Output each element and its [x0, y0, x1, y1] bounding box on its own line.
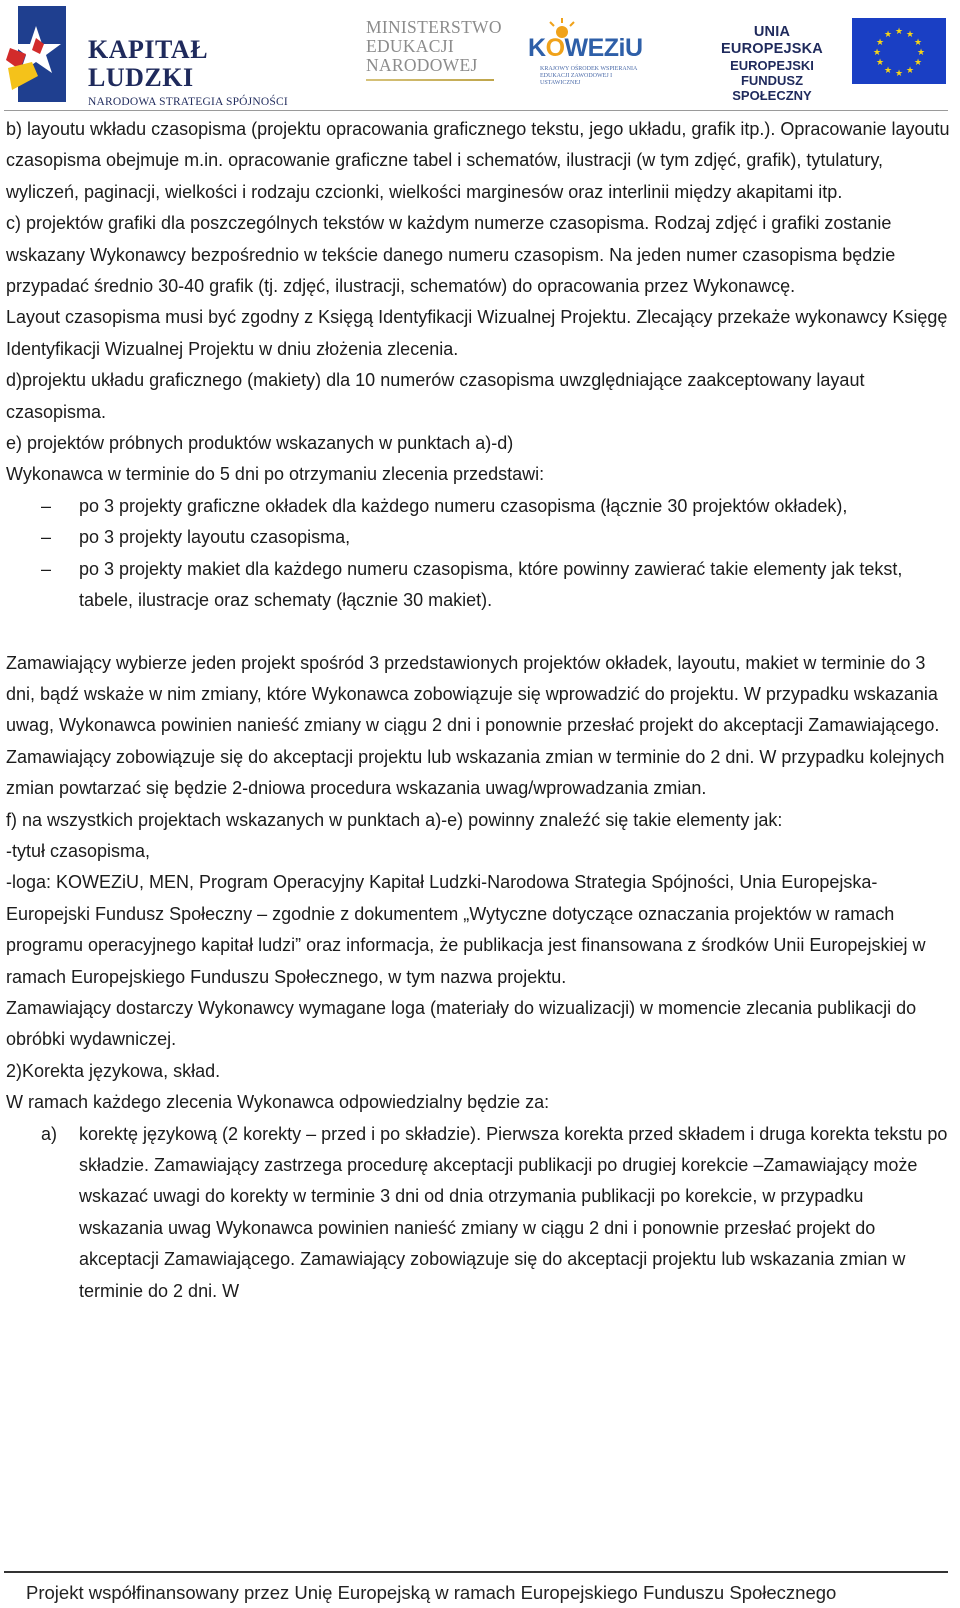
footer-text: Projekt współfinansowany przez Unię Europejską w ramach Europejskiego Funduszu Społecznego: [26, 1582, 837, 1603]
kapital-ludzki-star-icon: [6, 4, 68, 104]
kapital-ludzki-subtitle: NARODOWA STRATEGIA SPÓJNOŚCI: [88, 96, 288, 108]
dash-list: [6, 491, 950, 617]
paragraph-layout: b) layoutu wkładu czasopisma (projektu opracowania graficznego tekstu, jego układu, grafik itp.). Opracowanie layoutu czasopisma obejmuje m.in. opracowanie graficzne tabel i schematów, ilustracji (w tym zdjęć, grafik), tytulatury, wyliczeń, paginacji, wielkości i rodzaju czcionki, wielkości marginesów oraz interlinii między akapitami itp.: [6, 119, 950, 202]
paragraph-trial-products: e) projektów próbnych produktów wskazanych w punktach a)-d): [6, 433, 514, 454]
logo-header: [0, 0, 960, 112]
kapital-ludzki-title: KAPITAŁ LUDZKI: [88, 35, 209, 92]
dash-marker: –: [41, 527, 52, 548]
paragraph-contractor-deadline: Wykonawca w terminie do 5 dni po otrzymaniu zlecenia przedstawi:: [6, 464, 545, 485]
svg-text:★: ★: [894, 69, 904, 79]
kowezu-name-rest: WEZiU: [564, 34, 643, 62]
letter-marker: a): [41, 1123, 58, 1144]
document-body: [6, 114, 950, 1307]
paragraph-title-item: -tytuł czasopisma,: [6, 840, 151, 861]
paragraph-logos-delivery: Zamawiający dostarczy Wykonawcy wymagane loga (materiały do wizualizacji) w momencie zlecania publikacji do obróbki wydawniczej.: [6, 997, 917, 1050]
header-divider: [4, 110, 948, 111]
paragraph-graphics: c) projektów grafiki dla poszczególnych tekstów w każdym numerze czasopisma. Rodzaj zdjęć i grafiki zostanie wskazany Wykonawcy bezpośrednio w tekście danego numeru czasopism. Na jeden numer czasopisma będzie przypadać średnio 30-40 grafik (tj. zdjęć, ilustracji, schematów) do opracowania przez Wykonawcę.: [6, 213, 896, 297]
list-item-text: po 3 projekty graficzne okładek dla każdego numeru czasopisma (łącznie 30 projektów okładek),: [79, 495, 848, 516]
svg-text:★: ★: [916, 48, 926, 58]
men-logo: [366, 18, 506, 81]
section-heading-proofreading: 2)Korekta językowa, skład.: [6, 1060, 221, 1081]
paragraph-responsibilities: W ramach każdego zlecenia Wykonawca odpowiedzialny będzie za:: [6, 1092, 550, 1113]
ue-title: UNIA EUROPEJSKA: [721, 24, 823, 57]
list-item-text: po 3 projekty layoutu czasopisma,: [79, 527, 351, 548]
paragraph-identity-book: Layout czasopisma musi być zgodny z Księgą Identyfikacji Wizualnej Projektu. Zlecający przekaże wykonawcy Księgę Identyfikacji Wizualnej Projektu w dniu złożenia zlecenia.: [6, 307, 948, 359]
men-line-1: MINISTERSTWO: [366, 17, 502, 37]
dash-marker: –: [41, 495, 52, 516]
paragraph-selection: Zamawiający wybierze jeden projekt spośród 3 przedstawionych projektów okładek, layoutu, makiet w terminie do 3 dni, bądź wskaże w nim zmiany, które Wykonawca zobowiązuje się wprowadzić do projektu. W przypadku wskazania uwag, Wykonawca powinien nanieść zmiany w ciągu 2 dni i ponownie przesłać projekt do akceptacji Zamawiającego. Zamawiający zobowiązuje się do akceptacji projektu lub wskazania zmian w terminie do 2 dni. W przypadku kolejnych zmian powtarzać się będzie 2-dniowa procedura wskazania uwag/wprowadzania zmian.: [6, 652, 945, 799]
svg-text:★: ★: [872, 48, 882, 58]
list-item: [6, 1119, 950, 1307]
footer-divider: [4, 1571, 948, 1573]
men-line-2: EDUKACJI: [366, 36, 454, 56]
svg-text:★: ★: [905, 66, 915, 76]
svg-text:★: ★: [883, 66, 893, 76]
paragraph-logos-item: -loga: KOWEZiU, MEN, Program Operacyjny Kapitał Ludzki-Narodowa Strategia Spójności, Unia Europejska-Europejski Fundusz Społeczny – zgodnie z dokumentem „Wytyczne dotyczące oznaczania projektów w ramach programu operacyjnego kapitał ludzi” oraz informacja, że publikacja jest finansowana z środków Unii Europejskiej w ramach Europejskiego Funduszu Społecznego, w tym nazwa projektu.: [6, 872, 926, 987]
svg-text:★: ★: [905, 30, 915, 40]
paragraph-required-elements: f) na wszystkich projektach wskazanych w punktach a)-e) powinny znaleźć się takie elementy jak:: [6, 809, 783, 830]
men-line-3: NARODOWEJ: [366, 55, 478, 75]
men-underline: [366, 79, 494, 81]
kowezu-logo: [528, 18, 646, 86]
eu-flag-icon: [852, 18, 946, 84]
kowezu-name-o: O: [545, 34, 565, 62]
paragraph-gap: [6, 617, 950, 648]
ue-line-2: EUROPEJSKI: [730, 58, 814, 73]
list-item: [6, 491, 950, 522]
list-item-text: korektę językową (2 korekty – przed i po składzie). Pierwsza korekta przed składem i druga korekta tekstu po składzie. Zamawiający zastrzega procedurę akceptacji publikacji po drugiej korekcie –Zamawiający może wskazać uwagi do korekty w terminie 3 dni od dnia otrzymania publikacji po korekcie, w przypadku wskazania uwag Wykonawca powinien nanieść zmiany w ciągu 2 dni i ponownie przesłać projekt do akceptacji Zamawiającego. Zamawiający zobowiązuje się do akceptacji projektu lub wskazania zmian w terminie do 2 dni. W: [79, 1123, 948, 1301]
paragraph-mockup: d)projektu układu graficznego (makiety) dla 10 numerów czasopisma uwzględniające zaakceptowany layaut czasopisma.: [6, 370, 865, 422]
lettered-list: [6, 1119, 950, 1307]
kapital-ludzki-logo: [88, 36, 318, 108]
svg-text:★: ★: [875, 38, 885, 48]
ue-line-3: FUNDUSZ SPOŁECZNY: [732, 73, 812, 103]
list-item: [6, 554, 950, 617]
svg-text:★: ★: [913, 38, 923, 48]
svg-text:★: ★: [875, 58, 885, 68]
list-item-text: po 3 projekty makiet dla każdego numeru czasopisma, które powinny zawierać takie elementy jak tekst, tabele, ilustracje oraz schematy (łącznie 30 makiet).: [79, 558, 903, 611]
ue-efs-logo: [702, 24, 842, 103]
kowezu-name-k: K: [528, 34, 546, 62]
svg-text:★: ★: [913, 58, 923, 68]
kowezu-subtitle: KRAJOWY OŚRODEK WSPIERANIA EDUKACJI ZAWODOWEJ I USTAWICZNEJ: [540, 66, 638, 86]
svg-text:★: ★: [894, 27, 904, 37]
svg-text:★: ★: [883, 30, 893, 40]
dash-marker: –: [41, 558, 52, 579]
list-item: [6, 522, 950, 553]
kowezu-name: [528, 34, 643, 63]
